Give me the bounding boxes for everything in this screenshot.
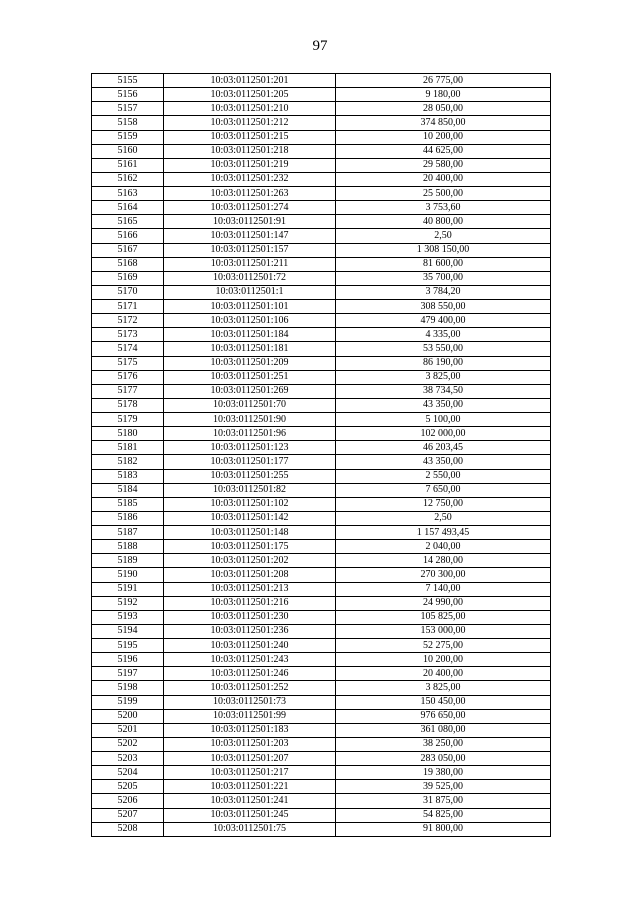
cadastral-number-cell: 10:03:0112501:82 bbox=[164, 483, 336, 497]
value-cell: 3 825,00 bbox=[336, 370, 551, 384]
row-number-cell: 5163 bbox=[92, 187, 164, 201]
table-row bbox=[92, 483, 551, 497]
value-cell: 19 380,00 bbox=[336, 766, 551, 780]
row-number-cell: 5174 bbox=[92, 342, 164, 356]
value-cell: 29 580,00 bbox=[336, 158, 551, 172]
value-cell: 3 784,20 bbox=[336, 285, 551, 299]
cadastral-number-cell: 10:03:0112501:148 bbox=[164, 526, 336, 540]
value-cell: 1 308 150,00 bbox=[336, 243, 551, 257]
value-cell: 3 753,60 bbox=[336, 201, 551, 215]
value-cell: 2 040,00 bbox=[336, 540, 551, 554]
value-cell: 38 734,50 bbox=[336, 384, 551, 398]
row-number-cell: 5184 bbox=[92, 483, 164, 497]
value-cell: 53 550,00 bbox=[336, 342, 551, 356]
row-number-cell: 5161 bbox=[92, 158, 164, 172]
table-row bbox=[92, 144, 551, 158]
table-row bbox=[92, 413, 551, 427]
cadastral-number-cell: 10:03:0112501:70 bbox=[164, 398, 336, 412]
table-row bbox=[92, 243, 551, 257]
cadastral-number-cell: 10:03:0112501:202 bbox=[164, 554, 336, 568]
row-number-cell: 5165 bbox=[92, 215, 164, 229]
row-number-cell: 5206 bbox=[92, 794, 164, 808]
table-row bbox=[92, 723, 551, 737]
row-number-cell: 5200 bbox=[92, 709, 164, 723]
table-row bbox=[92, 229, 551, 243]
cadastral-number-cell: 10:03:0112501:219 bbox=[164, 158, 336, 172]
row-number-cell: 5175 bbox=[92, 356, 164, 370]
cadastral-number-cell: 10:03:0112501:236 bbox=[164, 624, 336, 638]
row-number-cell: 5196 bbox=[92, 653, 164, 667]
cadastral-number-cell: 10:03:0112501:232 bbox=[164, 172, 336, 186]
value-cell: 153 000,00 bbox=[336, 624, 551, 638]
value-cell: 28 050,00 bbox=[336, 102, 551, 116]
cadastral-number-cell: 10:03:0112501:241 bbox=[164, 794, 336, 808]
row-number-cell: 5185 bbox=[92, 497, 164, 511]
table-row bbox=[92, 808, 551, 822]
cadastral-number-cell: 10:03:0112501:123 bbox=[164, 441, 336, 455]
row-number-cell: 5168 bbox=[92, 257, 164, 271]
table-row bbox=[92, 370, 551, 384]
value-cell: 81 600,00 bbox=[336, 257, 551, 271]
value-cell: 40 800,00 bbox=[336, 215, 551, 229]
row-number-cell: 5162 bbox=[92, 172, 164, 186]
value-cell: 43 350,00 bbox=[336, 398, 551, 412]
cadastral-number-cell: 10:03:0112501:230 bbox=[164, 610, 336, 624]
row-number-cell: 5176 bbox=[92, 370, 164, 384]
value-cell: 976 650,00 bbox=[336, 709, 551, 723]
cadastral-number-cell: 10:03:0112501:205 bbox=[164, 88, 336, 102]
table-row bbox=[92, 271, 551, 285]
value-cell: 283 050,00 bbox=[336, 752, 551, 766]
table-row bbox=[92, 130, 551, 144]
cadastral-number-cell: 10:03:0112501:181 bbox=[164, 342, 336, 356]
cadastral-number-cell: 10:03:0112501:209 bbox=[164, 356, 336, 370]
value-cell: 102 000,00 bbox=[336, 427, 551, 441]
table-row bbox=[92, 102, 551, 116]
row-number-cell: 5156 bbox=[92, 88, 164, 102]
cadastral-number-cell: 10:03:0112501:212 bbox=[164, 116, 336, 130]
cadastral-number-cell: 10:03:0112501:1 bbox=[164, 285, 336, 299]
table-row bbox=[92, 511, 551, 525]
row-number-cell: 5198 bbox=[92, 681, 164, 695]
value-cell: 39 525,00 bbox=[336, 780, 551, 794]
value-cell: 12 750,00 bbox=[336, 497, 551, 511]
value-cell: 26 775,00 bbox=[336, 74, 551, 88]
table-row bbox=[92, 554, 551, 568]
row-number-cell: 5180 bbox=[92, 427, 164, 441]
cadastral-number-cell: 10:03:0112501:106 bbox=[164, 314, 336, 328]
value-cell: 35 700,00 bbox=[336, 271, 551, 285]
cadastral-number-cell: 10:03:0112501:183 bbox=[164, 723, 336, 737]
cadastral-number-cell: 10:03:0112501:147 bbox=[164, 229, 336, 243]
value-cell: 43 350,00 bbox=[336, 455, 551, 469]
cadastral-number-cell: 10:03:0112501:75 bbox=[164, 822, 336, 836]
value-cell: 270 300,00 bbox=[336, 568, 551, 582]
row-number-cell: 5172 bbox=[92, 314, 164, 328]
value-cell: 1 157 493,45 bbox=[336, 526, 551, 540]
table-row bbox=[92, 526, 551, 540]
value-cell: 4 335,00 bbox=[336, 328, 551, 342]
table-row bbox=[92, 342, 551, 356]
table-row bbox=[92, 285, 551, 299]
row-number-cell: 5194 bbox=[92, 624, 164, 638]
cadastral-number-cell: 10:03:0112501:217 bbox=[164, 766, 336, 780]
cadastral-number-cell: 10:03:0112501:213 bbox=[164, 582, 336, 596]
cadastral-number-cell: 10:03:0112501:184 bbox=[164, 328, 336, 342]
cadastral-number-cell: 10:03:0112501:211 bbox=[164, 257, 336, 271]
value-cell: 3 825,00 bbox=[336, 681, 551, 695]
table-row bbox=[92, 737, 551, 751]
row-number-cell: 5203 bbox=[92, 752, 164, 766]
row-number-cell: 5177 bbox=[92, 384, 164, 398]
table-row bbox=[92, 88, 551, 102]
table-row bbox=[92, 582, 551, 596]
table-row bbox=[92, 116, 551, 130]
value-cell: 7 140,00 bbox=[336, 582, 551, 596]
cadastral-number-cell: 10:03:0112501:101 bbox=[164, 300, 336, 314]
value-cell: 2,50 bbox=[336, 511, 551, 525]
row-number-cell: 5158 bbox=[92, 116, 164, 130]
table-row bbox=[92, 568, 551, 582]
value-cell: 38 250,00 bbox=[336, 737, 551, 751]
cadastral-number-cell: 10:03:0112501:251 bbox=[164, 370, 336, 384]
cadastral-number-cell: 10:03:0112501:207 bbox=[164, 752, 336, 766]
value-cell: 14 280,00 bbox=[336, 554, 551, 568]
value-cell: 10 200,00 bbox=[336, 130, 551, 144]
cadastral-number-cell: 10:03:0112501:99 bbox=[164, 709, 336, 723]
value-cell: 10 200,00 bbox=[336, 653, 551, 667]
table-row bbox=[92, 780, 551, 794]
cadastral-number-cell: 10:03:0112501:215 bbox=[164, 130, 336, 144]
row-number-cell: 5193 bbox=[92, 610, 164, 624]
cadastral-number-cell: 10:03:0112501:102 bbox=[164, 497, 336, 511]
table-row bbox=[92, 540, 551, 554]
cadastral-number-cell: 10:03:0112501:73 bbox=[164, 695, 336, 709]
row-number-cell: 5170 bbox=[92, 285, 164, 299]
cadastral-number-cell: 10:03:0112501:216 bbox=[164, 596, 336, 610]
table-row bbox=[92, 455, 551, 469]
row-number-cell: 5207 bbox=[92, 808, 164, 822]
table-row bbox=[92, 794, 551, 808]
row-number-cell: 5188 bbox=[92, 540, 164, 554]
value-cell: 5 100,00 bbox=[336, 413, 551, 427]
value-cell: 52 275,00 bbox=[336, 639, 551, 653]
row-number-cell: 5171 bbox=[92, 300, 164, 314]
cadastral-number-cell: 10:03:0112501:245 bbox=[164, 808, 336, 822]
table-row bbox=[92, 257, 551, 271]
table-row bbox=[92, 328, 551, 342]
value-cell: 20 400,00 bbox=[336, 667, 551, 681]
value-cell: 44 625,00 bbox=[336, 144, 551, 158]
table-row bbox=[92, 610, 551, 624]
cadastral-number-cell: 10:03:0112501:243 bbox=[164, 653, 336, 667]
table-row bbox=[92, 497, 551, 511]
row-number-cell: 5159 bbox=[92, 130, 164, 144]
row-number-cell: 5204 bbox=[92, 766, 164, 780]
cadastral-number-cell: 10:03:0112501:201 bbox=[164, 74, 336, 88]
value-cell: 46 203,45 bbox=[336, 441, 551, 455]
cadastral-number-cell: 10:03:0112501:210 bbox=[164, 102, 336, 116]
cadastral-number-cell: 10:03:0112501:91 bbox=[164, 215, 336, 229]
cadastral-number-cell: 10:03:0112501:218 bbox=[164, 144, 336, 158]
row-number-cell: 5208 bbox=[92, 822, 164, 836]
row-number-cell: 5190 bbox=[92, 568, 164, 582]
value-cell: 361 080,00 bbox=[336, 723, 551, 737]
table-row bbox=[92, 201, 551, 215]
table-row bbox=[92, 752, 551, 766]
row-number-cell: 5157 bbox=[92, 102, 164, 116]
row-number-cell: 5189 bbox=[92, 554, 164, 568]
cadastral-number-cell: 10:03:0112501:96 bbox=[164, 427, 336, 441]
cadastral-number-cell: 10:03:0112501:157 bbox=[164, 243, 336, 257]
value-cell: 54 825,00 bbox=[336, 808, 551, 822]
cadastral-number-cell: 10:03:0112501:274 bbox=[164, 201, 336, 215]
table-row bbox=[92, 158, 551, 172]
table-row bbox=[92, 74, 551, 88]
cadastral-number-cell: 10:03:0112501:255 bbox=[164, 469, 336, 483]
value-cell: 308 550,00 bbox=[336, 300, 551, 314]
row-number-cell: 5199 bbox=[92, 695, 164, 709]
table-row bbox=[92, 398, 551, 412]
row-number-cell: 5192 bbox=[92, 596, 164, 610]
row-number-cell: 5186 bbox=[92, 511, 164, 525]
table-row bbox=[92, 653, 551, 667]
cadastral-number-cell: 10:03:0112501:175 bbox=[164, 540, 336, 554]
cadastral-number-cell: 10:03:0112501:252 bbox=[164, 681, 336, 695]
table-row bbox=[92, 766, 551, 780]
row-number-cell: 5182 bbox=[92, 455, 164, 469]
value-cell: 2,50 bbox=[336, 229, 551, 243]
value-cell: 86 190,00 bbox=[336, 356, 551, 370]
row-number-cell: 5173 bbox=[92, 328, 164, 342]
value-cell: 479 400,00 bbox=[336, 314, 551, 328]
table-body bbox=[92, 74, 551, 837]
value-cell: 2 550,00 bbox=[336, 469, 551, 483]
cadastral-number-cell: 10:03:0112501:72 bbox=[164, 271, 336, 285]
table-row bbox=[92, 667, 551, 681]
value-cell: 25 500,00 bbox=[336, 187, 551, 201]
table-row bbox=[92, 172, 551, 186]
table-row bbox=[92, 681, 551, 695]
cadastral-number-cell: 10:03:0112501:203 bbox=[164, 737, 336, 751]
cadastral-number-cell: 10:03:0112501:246 bbox=[164, 667, 336, 681]
row-number-cell: 5202 bbox=[92, 737, 164, 751]
value-cell: 105 825,00 bbox=[336, 610, 551, 624]
row-number-cell: 5160 bbox=[92, 144, 164, 158]
table-row bbox=[92, 695, 551, 709]
row-number-cell: 5166 bbox=[92, 229, 164, 243]
row-number-cell: 5201 bbox=[92, 723, 164, 737]
row-number-cell: 5164 bbox=[92, 201, 164, 215]
value-cell: 24 990,00 bbox=[336, 596, 551, 610]
value-cell: 7 650,00 bbox=[336, 483, 551, 497]
cadastral-number-cell: 10:03:0112501:90 bbox=[164, 413, 336, 427]
row-number-cell: 5195 bbox=[92, 639, 164, 653]
cadastral-number-cell: 10:03:0112501:208 bbox=[164, 568, 336, 582]
row-number-cell: 5205 bbox=[92, 780, 164, 794]
table-row bbox=[92, 384, 551, 398]
cadastral-value-table bbox=[91, 73, 551, 837]
cadastral-number-cell: 10:03:0112501:263 bbox=[164, 187, 336, 201]
table-row bbox=[92, 314, 551, 328]
table-row bbox=[92, 427, 551, 441]
row-number-cell: 5178 bbox=[92, 398, 164, 412]
table-row bbox=[92, 215, 551, 229]
table-row bbox=[92, 709, 551, 723]
cadastral-number-cell: 10:03:0112501:221 bbox=[164, 780, 336, 794]
cadastral-number-cell: 10:03:0112501:177 bbox=[164, 455, 336, 469]
cadastral-number-cell: 10:03:0112501:240 bbox=[164, 639, 336, 653]
value-cell: 150 450,00 bbox=[336, 695, 551, 709]
table-row bbox=[92, 596, 551, 610]
row-number-cell: 5155 bbox=[92, 74, 164, 88]
row-number-cell: 5187 bbox=[92, 526, 164, 540]
cadastral-number-cell: 10:03:0112501:142 bbox=[164, 511, 336, 525]
row-number-cell: 5183 bbox=[92, 469, 164, 483]
table-row bbox=[92, 300, 551, 314]
table-row bbox=[92, 822, 551, 836]
row-number-cell: 5191 bbox=[92, 582, 164, 596]
row-number-cell: 5169 bbox=[92, 271, 164, 285]
table-row bbox=[92, 187, 551, 201]
cadastral-number-cell: 10:03:0112501:269 bbox=[164, 384, 336, 398]
value-cell: 9 180,00 bbox=[336, 88, 551, 102]
value-cell: 31 875,00 bbox=[336, 794, 551, 808]
value-cell: 374 850,00 bbox=[336, 116, 551, 130]
row-number-cell: 5197 bbox=[92, 667, 164, 681]
table-row bbox=[92, 356, 551, 370]
row-number-cell: 5181 bbox=[92, 441, 164, 455]
row-number-cell: 5167 bbox=[92, 243, 164, 257]
table-row bbox=[92, 469, 551, 483]
table-row bbox=[92, 624, 551, 638]
table-row bbox=[92, 441, 551, 455]
row-number-cell: 5179 bbox=[92, 413, 164, 427]
page-number: 97 bbox=[312, 38, 328, 54]
table-row bbox=[92, 639, 551, 653]
value-cell: 20 400,00 bbox=[336, 172, 551, 186]
value-cell: 91 800,00 bbox=[336, 822, 551, 836]
